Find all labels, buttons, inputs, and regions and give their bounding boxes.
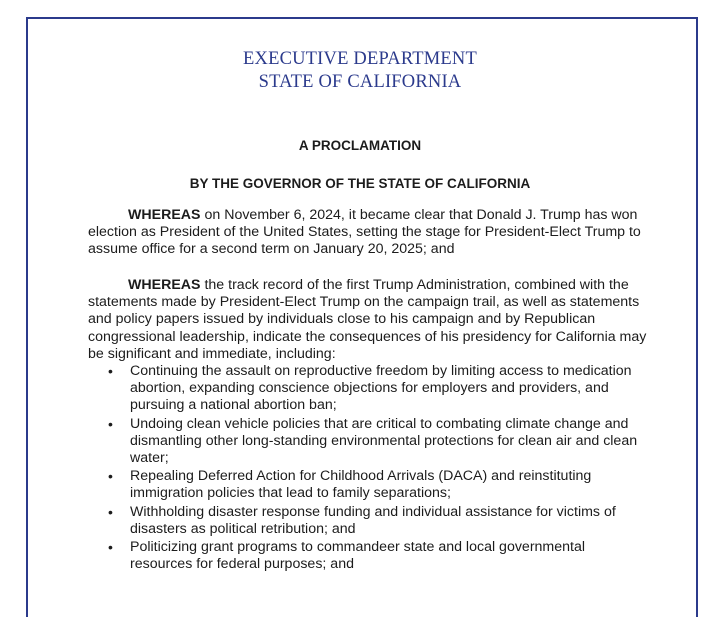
proclamation-title: A PROCLAMATION: [298, 138, 422, 153]
whereas-paragraph-2: [88, 277, 648, 363]
list-item: [106, 504, 651, 538]
paragraph-text: the track record of the first Trump Administration, combined with the statements made by President-Elect Trump on the campaign trail, as well as statements and policy papers issued by individuals close to his campaign and by Republican congressional leadership, indicate the consequences of his presidency for California may be significant and immediate, including:: [88, 277, 647, 362]
list-item: [106, 539, 651, 573]
consequences-bullet-list: [106, 363, 651, 574]
bullet-icon: •: [108, 539, 113, 556]
list-item-text: Withholding disaster response funding and individual assistance for victims of disasters as political retribution; and: [130, 503, 616, 537]
whereas-paragraph-1: [88, 207, 648, 259]
by-governor-heading: BY THE GOVERNOR OF THE STATE OF CALIFORNIA: [189, 176, 531, 191]
whereas-lead: WHEREAS: [128, 207, 201, 223]
list-item-text: Continuing the assault on reproductive freedom by limiting access to medication abortion, expanding conscience objections for employers and providers, and pursuing a national abortion ban;: [130, 363, 632, 414]
whereas-lead: WHEREAS: [128, 277, 201, 293]
list-item: [106, 363, 651, 415]
header-state-of-california: STATE OF CALIFORNIA: [258, 72, 462, 92]
paragraph-text: on November 6, 2024, it became clear that Donald J. Trump has won election as President of the United States, setting the stage for President-Elect Trump to assume office for a second term on January 20, 2025; and: [88, 207, 641, 258]
list-item-text: Repealing Deferred Action for Childhood Arrivals (DACA) and reinstituting immigration policies that lead to family separations;: [130, 468, 592, 502]
list-item: [106, 416, 651, 468]
list-item-text: Politicizing grant programs to commandeer state and local governmental resources for federal purposes; and: [130, 539, 586, 573]
list-item-text: Undoing clean vehicle policies that are critical to combating climate change and dismantling other long-standing environmental protections for clean air and clean water;: [130, 415, 638, 467]
header-executive-department: EXECUTIVE DEPARTMENT: [243, 49, 477, 69]
bullet-icon: •: [108, 363, 113, 379]
bullet-icon: •: [108, 503, 113, 520]
bullet-icon: •: [108, 415, 113, 432]
list-item: [106, 468, 651, 502]
bullet-icon: •: [108, 468, 113, 485]
